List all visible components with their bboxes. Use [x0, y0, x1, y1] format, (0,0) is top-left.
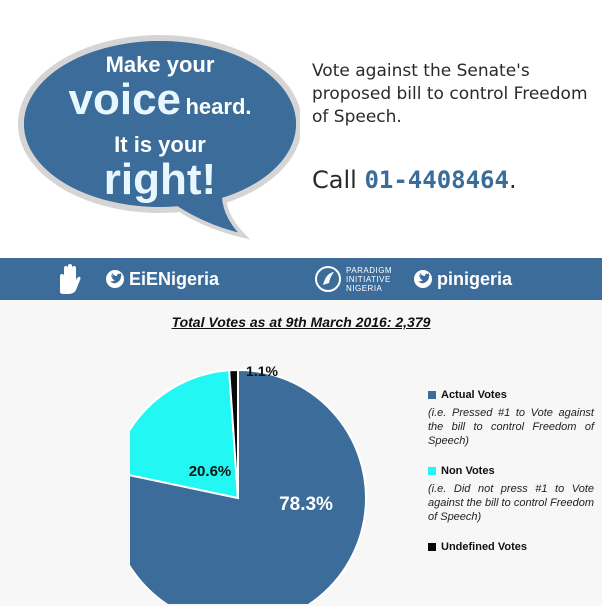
legend-label: Undefined Votes	[441, 540, 527, 553]
message-text	[312, 60, 592, 129]
org-line-3: NIGERIA	[346, 284, 383, 293]
bubble-exclamation: !	[201, 155, 217, 204]
legend-entry-actual-votes	[428, 386, 594, 448]
legend-entry-non-votes	[428, 462, 594, 524]
social-band	[0, 258, 602, 300]
org-line-2: INITIATIVE	[346, 275, 391, 284]
legend-note: (i.e. Pressed #1 to Vote against the bill to control Freedom of Speech)	[428, 407, 594, 447]
twitter-handle-right[interactable]	[414, 258, 512, 300]
call-suffix: .	[508, 166, 517, 194]
data-label-non-votes: 20.6%	[188, 463, 232, 480]
hand-logo-icon	[52, 262, 82, 296]
bubble-text	[40, 52, 280, 212]
handle-eie: EiENigeria	[129, 268, 220, 289]
bubble-line-4	[40, 155, 280, 212]
bubble-voice-word: voice	[68, 75, 182, 124]
twitter-icon	[106, 270, 124, 288]
message-body: Vote against the Senate's proposed bill to control Freedom of Speech.	[312, 61, 588, 127]
bubble-heard-word: heard.	[185, 94, 252, 119]
legend-swatch	[428, 391, 436, 399]
call-line	[312, 166, 517, 194]
header-section	[0, 0, 602, 258]
handle-pin: pinigeria	[437, 268, 513, 289]
bubble-line-3: It is your	[114, 132, 206, 157]
chart-area	[0, 300, 602, 606]
call-number[interactable]: 01-4408464	[364, 166, 509, 194]
org-line-1: PARADIGM	[346, 266, 393, 275]
legend-swatch	[428, 467, 436, 475]
bubble-line-1: Make your	[105, 52, 215, 77]
legend-label: Actual Votes	[441, 388, 507, 401]
paradigm-logo-icon	[314, 263, 342, 295]
twitter-handle-left[interactable]	[106, 258, 219, 300]
legend-swatch	[428, 543, 436, 551]
pie-chart	[130, 344, 430, 604]
legend-entry-undefined-votes	[428, 538, 594, 556]
chart-legend	[428, 386, 594, 556]
bubble-line-2	[40, 75, 280, 132]
twitter-icon	[414, 270, 432, 288]
data-label-actual-votes: 78.3%	[279, 494, 333, 515]
legend-note: (i.e. Did not press #1 to Vote against the bill to control Freedom of Speech)	[428, 483, 594, 523]
data-label-undefined-votes: 1.1%	[246, 363, 278, 379]
call-prefix: Call	[312, 166, 357, 194]
paradigm-org-name	[346, 266, 392, 293]
legend-label: Non Votes	[441, 464, 495, 477]
chart-title: Total Votes as at 9th March 2016: 2,379	[171, 314, 431, 330]
bubble-right-word: right	[103, 155, 202, 204]
